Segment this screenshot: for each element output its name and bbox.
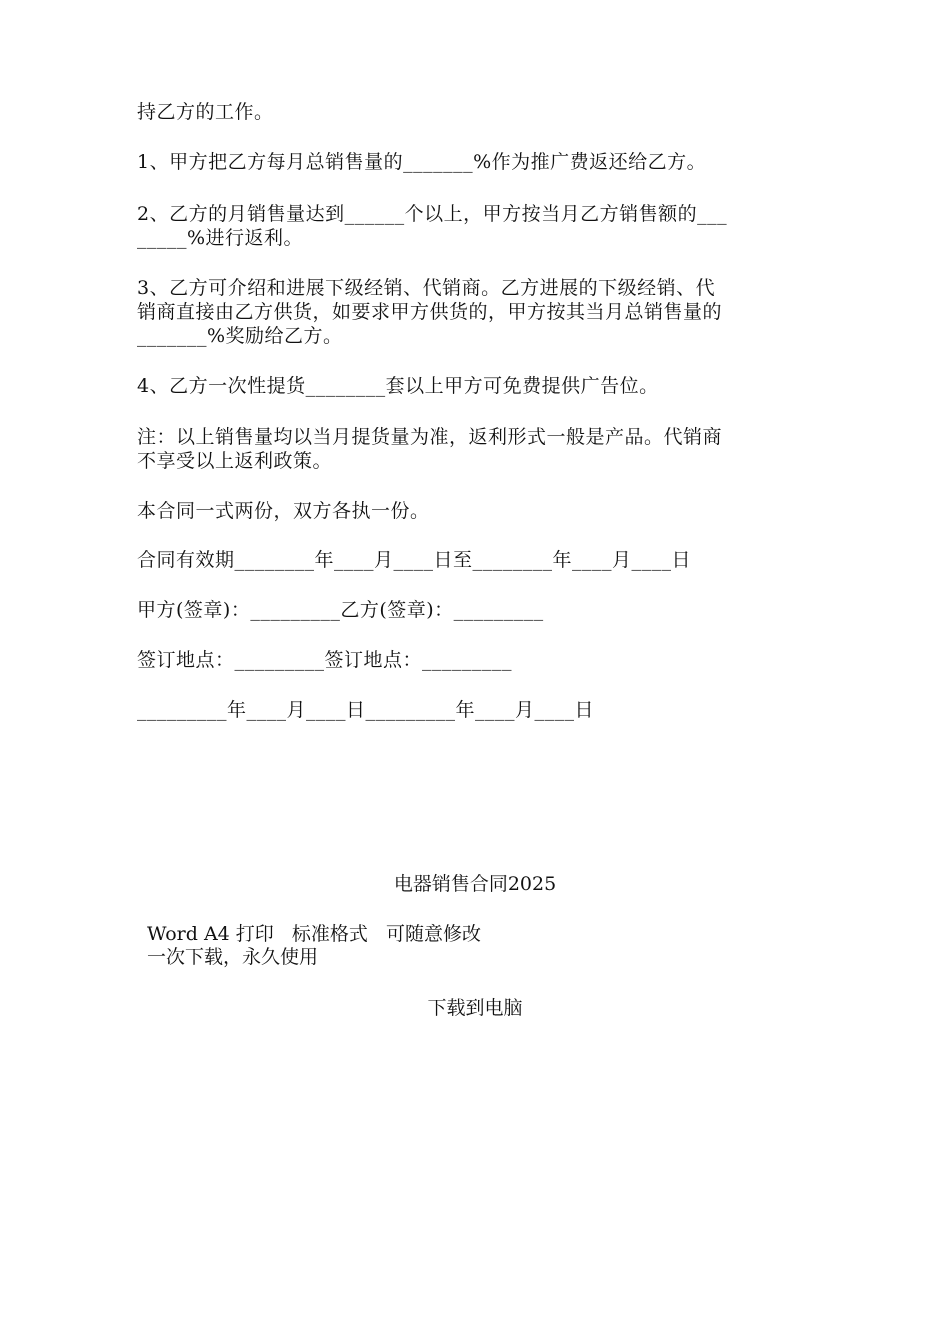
download-link[interactable]: 下载到电脑 <box>427 997 523 1019</box>
signing-location-line: 签订地点：_________签订地点：_________ <box>137 649 513 671</box>
validity-period: 合同有效期________年____月____日至________年____月____日 <box>137 549 692 571</box>
signature-line: 甲方(签章)：_________乙方(签章)：_________ <box>137 599 544 621</box>
clause-3-line-2: 销商直接由乙方供货，如要求甲方供货的，甲方按其当月总销售量的 <box>137 301 723 323</box>
clause-3-line-3: _______%奖励给乙方。 <box>137 325 343 347</box>
promo-features: Word A4 打印 标准格式 可随意修改 <box>147 923 482 945</box>
note-line-1: 注：以上销售量均以当月提货量为准，返利形式一般是产品。代销商 <box>137 426 723 448</box>
clause-2-line-2: _____%进行返利。 <box>137 227 304 249</box>
note-line-2: 不享受以上返利政策。 <box>137 450 333 472</box>
signing-date-line: _________年____月____日_________年____月____日 <box>137 699 595 721</box>
paragraph-continuation: 持乙方的工作。 <box>137 101 274 123</box>
clause-2-line-1: 2、乙方的月销售量达到______个以上，甲方按当月乙方销售额的___ <box>137 203 728 225</box>
copies-statement: 本合同一式两份，双方各执一份。 <box>137 500 430 522</box>
clause-3-line-1: 3、乙方可介绍和进展下级经销、代销商。乙方进展的下级经销、代 <box>137 277 716 299</box>
promo-usage: 一次下载，永久使用 <box>147 946 319 968</box>
clause-4: 4、乙方一次性提货________套以上甲方可免费提供广告位。 <box>137 375 659 397</box>
clause-1: 1、甲方把乙方每月总销售量的_______%作为推广费返还给乙方。 <box>137 151 707 173</box>
promo-title: 电器销售合同2025 <box>393 873 557 895</box>
